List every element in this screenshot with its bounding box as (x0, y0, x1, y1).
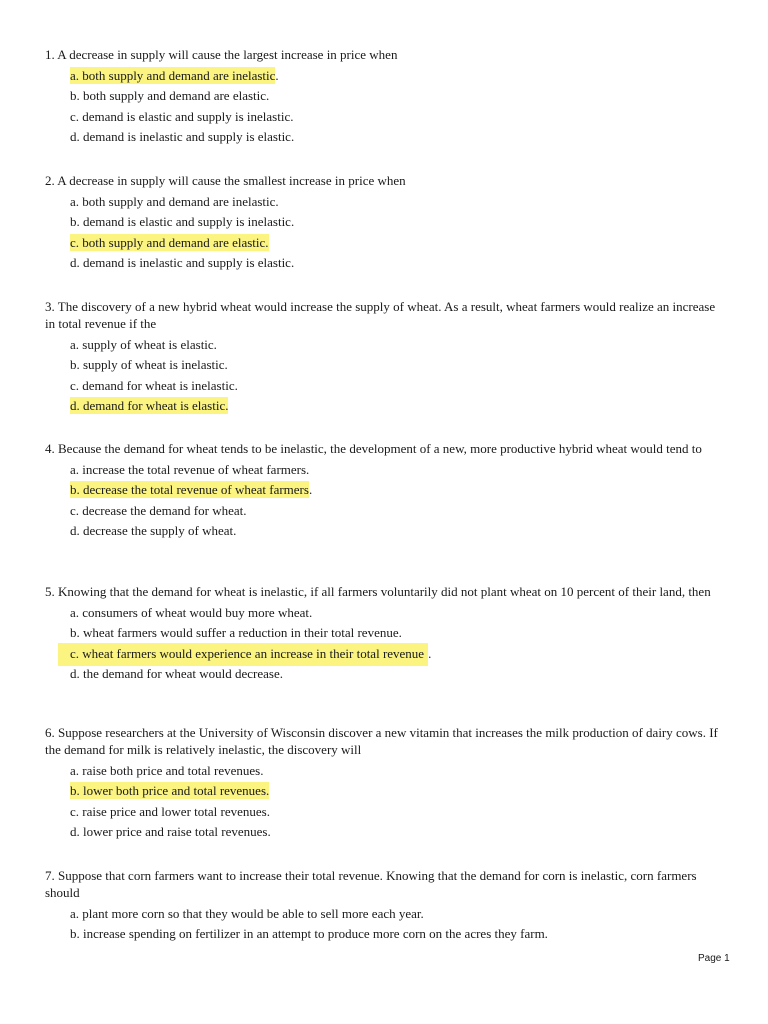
highlighted-answer: b. lower both price and total revenues. (70, 783, 270, 798)
question-2 (45, 172, 725, 271)
answer-option: a. plant more corn so that they would be able to sell more each year. (70, 905, 424, 921)
answer-option: b. both supply and demand are elastic. (70, 88, 270, 103)
answer-option: b. decrease the total revenue of wheat farmers. (70, 482, 313, 497)
answer-option (45, 782, 725, 799)
page-number: Page 1 (698, 953, 730, 964)
question-6 (45, 724, 725, 840)
answer-option: b. increase spending on fertilizer in an attempt to produce more corn on the acres they farm. (70, 926, 548, 941)
question-3 (45, 298, 725, 414)
answer-option: a. both supply and demand are inelastic. (70, 193, 279, 209)
answer-option: d. lower price and raise total revenues. (70, 824, 271, 839)
question-1 (45, 46, 725, 145)
answer-option: d. the demand for wheat would decrease. (70, 666, 283, 681)
answer-option: a. both supply and demand are inelastic. (70, 67, 279, 83)
answer-option: a. supply of wheat is elastic. (70, 336, 217, 352)
highlighted-answer: a. both supply and demand are inelastic (70, 67, 276, 83)
answer-option: c. decrease the demand for wheat. (70, 502, 247, 518)
answer-option: d. demand is inelastic and supply is elastic. (70, 255, 295, 270)
question-4 (45, 440, 725, 539)
answer-option: b. supply of wheat is inelastic. (70, 357, 228, 372)
question-7 (45, 867, 725, 942)
answer-option: c. demand for wheat is inelastic. (70, 377, 238, 393)
question-stem: 5. Knowing that the demand for wheat is inelastic, if all farmers voluntarily did not plant wheat on 10 percent of their land, then (45, 584, 711, 599)
highlighted-answer: d. demand for wheat is elastic. (70, 398, 229, 413)
question-stem: 4. Because the demand for wheat tends to be inelastic, the development of a new, more productive hybrid wheat would tend to (45, 441, 702, 456)
answer-option: a. raise both price and total revenues. (70, 762, 264, 778)
answer-option: b. wheat farmers would suffer a reduction in their total revenue. (70, 625, 402, 640)
answer-option (45, 397, 725, 414)
question-stem: 2. A decrease in supply will cause the smallest increase in price when (45, 173, 406, 188)
answer-option: c. raise price and lower total revenues. (70, 803, 270, 819)
question-stem: 6. Suppose researchers at the University of Wisconsin discover a new vitamin that increases the milk production of dairy cows. If the demand for milk is relatively inelastic, the discovery will (45, 725, 718, 757)
answer-option: c. wheat farmers would experience an increase in their total revenue . (45, 645, 725, 662)
question-stem: 1. A decrease in supply will cause the largest increase in price when (45, 47, 398, 62)
question-stem: 3. The discovery of a new hybrid wheat would increase the supply of wheat. As a result, wheat farmers would realize an increase in total revenue if the (45, 299, 716, 331)
highlighted-answer: c. wheat farmers would experience an increase in their total revenue (58, 643, 428, 666)
answer-option: a. increase the total revenue of wheat farmers. (70, 461, 310, 477)
highlighted-answer: c. both supply and demand are elastic. (70, 234, 269, 250)
answer-option: a. consumers of wheat would buy more wheat. (70, 604, 313, 620)
answer-option: d. decrease the supply of wheat. (70, 523, 237, 538)
question-5 (45, 583, 725, 682)
highlighted-answer: b. decrease the total revenue of wheat farmers (70, 482, 309, 497)
answer-option: b. demand is elastic and supply is inelastic. (70, 214, 295, 229)
answer-option: d. demand is inelastic and supply is elastic. (70, 129, 295, 144)
question-stem: 7. Suppose that corn farmers want to increase their total revenue. Knowing that the demand for corn is inelastic, corn farmers should (45, 868, 697, 900)
answer-option (45, 234, 725, 251)
answer-option: c. demand is elastic and supply is inelastic. (70, 108, 294, 124)
